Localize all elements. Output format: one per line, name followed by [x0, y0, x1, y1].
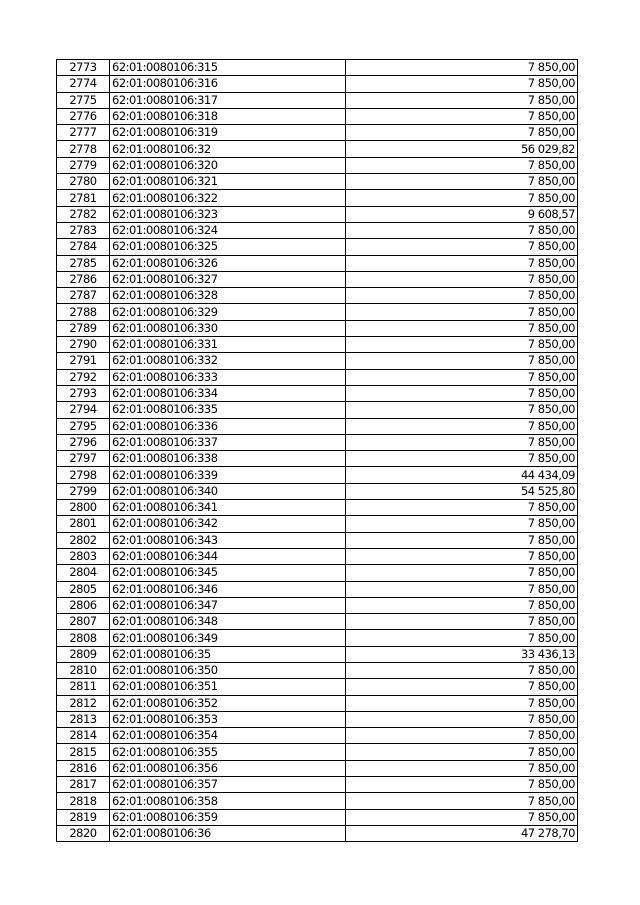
- cadastral-value: 7 850,00: [346, 271, 578, 287]
- cadastral-number: 62:01:0080106:323: [110, 206, 346, 222]
- cadastral-value: 7 850,00: [346, 760, 578, 776]
- row-number: 2818: [57, 793, 110, 809]
- table-row: [57, 76, 578, 92]
- cadastral-value: 33 436,13: [346, 646, 578, 662]
- table-row: [57, 581, 578, 597]
- table-row: [57, 141, 578, 157]
- cadastral-value: 7 850,00: [346, 125, 578, 141]
- cadastral-number: 62:01:0080106:340: [110, 483, 346, 499]
- row-number: 2820: [57, 825, 110, 841]
- table-row: [57, 157, 578, 173]
- cadastral-value: 7 850,00: [346, 385, 578, 401]
- cadastral-number: 62:01:0080106:35: [110, 646, 346, 662]
- row-number: 2802: [57, 532, 110, 548]
- table-row: [57, 711, 578, 727]
- row-number: 2795: [57, 418, 110, 434]
- cadastral-value: 7 850,00: [346, 304, 578, 320]
- table-row: [57, 744, 578, 760]
- table-row: [57, 60, 578, 76]
- table-row: [57, 760, 578, 776]
- row-number: 2814: [57, 728, 110, 744]
- row-number: 2815: [57, 744, 110, 760]
- cadastral-number: 62:01:0080106:338: [110, 451, 346, 467]
- row-number: 2792: [57, 369, 110, 385]
- row-number: 2784: [57, 239, 110, 255]
- cadastral-value: 7 850,00: [346, 418, 578, 434]
- cadastral-value: 7 850,00: [346, 614, 578, 630]
- cadastral-value: 7 850,00: [346, 369, 578, 385]
- cadastral-number: 62:01:0080106:316: [110, 76, 346, 92]
- cadastral-value: 7 850,00: [346, 190, 578, 206]
- cadastral-number: 62:01:0080106:342: [110, 516, 346, 532]
- cadastral-number: 62:01:0080106:339: [110, 467, 346, 483]
- cadastral-value: 7 850,00: [346, 451, 578, 467]
- cadastral-value: 54 525,80: [346, 483, 578, 499]
- row-number: 2794: [57, 402, 110, 418]
- table-row: [57, 190, 578, 206]
- row-number: 2785: [57, 255, 110, 271]
- cadastral-number: 62:01:0080106:330: [110, 320, 346, 336]
- table-row: [57, 92, 578, 108]
- row-number: 2798: [57, 467, 110, 483]
- row-number: 2775: [57, 92, 110, 108]
- cadastral-value: 7 850,00: [346, 793, 578, 809]
- table-row: [57, 385, 578, 401]
- cadastral-value: 7 850,00: [346, 288, 578, 304]
- table-row: [57, 516, 578, 532]
- cadastral-number: 62:01:0080106:356: [110, 760, 346, 776]
- table-row: [57, 174, 578, 190]
- cadastral-value: 7 850,00: [346, 744, 578, 760]
- table-row: [57, 402, 578, 418]
- row-number: 2807: [57, 614, 110, 630]
- table-row: [57, 597, 578, 613]
- row-number: 2801: [57, 516, 110, 532]
- cadastral-number: 62:01:0080106:337: [110, 434, 346, 450]
- table-row: [57, 614, 578, 630]
- table-row: [57, 646, 578, 662]
- cadastral-value: 7 850,00: [346, 565, 578, 581]
- row-number: 2783: [57, 222, 110, 238]
- cadastral-number: 62:01:0080106:353: [110, 711, 346, 727]
- table-row: [57, 255, 578, 271]
- cadastral-number: 62:01:0080106:332: [110, 353, 346, 369]
- row-number: 2787: [57, 288, 110, 304]
- cadastral-value: 7 850,00: [346, 402, 578, 418]
- cadastral-value: 7 850,00: [346, 809, 578, 825]
- table-row: [57, 125, 578, 141]
- cadastral-number: 62:01:0080106:349: [110, 630, 346, 646]
- table-row: [57, 809, 578, 825]
- row-number: 2777: [57, 125, 110, 141]
- table-row: [57, 565, 578, 581]
- table-row: [57, 679, 578, 695]
- row-number: 2776: [57, 108, 110, 124]
- row-number: 2809: [57, 646, 110, 662]
- cadastral-number: 62:01:0080106:326: [110, 255, 346, 271]
- cadastral-value: 7 850,00: [346, 174, 578, 190]
- row-number: 2790: [57, 337, 110, 353]
- cadastral-value: 7 850,00: [346, 320, 578, 336]
- cadastral-value: 7 850,00: [346, 597, 578, 613]
- table-row: [57, 206, 578, 222]
- row-number: 2773: [57, 60, 110, 76]
- cadastral-value: 7 850,00: [346, 239, 578, 255]
- row-number: 2803: [57, 548, 110, 564]
- table-row: [57, 353, 578, 369]
- row-number: 2810: [57, 662, 110, 678]
- row-number: 2813: [57, 711, 110, 727]
- cadastral-number: 62:01:0080106:355: [110, 744, 346, 760]
- table-row: [57, 532, 578, 548]
- cadastral-number: 62:01:0080106:325: [110, 239, 346, 255]
- row-number: 2789: [57, 320, 110, 336]
- cadastral-number: 62:01:0080106:341: [110, 500, 346, 516]
- cadastral-value: 7 850,00: [346, 777, 578, 793]
- cadastral-number: 62:01:0080106:334: [110, 385, 346, 401]
- cadastral-number: 62:01:0080106:317: [110, 92, 346, 108]
- cadastral-value: 7 850,00: [346, 76, 578, 92]
- cadastral-value: 7 850,00: [346, 157, 578, 173]
- table-row: [57, 271, 578, 287]
- cadastral-value: 7 850,00: [346, 516, 578, 532]
- cadastral-number: 62:01:0080106:346: [110, 581, 346, 597]
- row-number: 2782: [57, 206, 110, 222]
- table-row: [57, 467, 578, 483]
- cadastral-number: 62:01:0080106:324: [110, 222, 346, 238]
- row-number: 2811: [57, 679, 110, 695]
- table-row: [57, 337, 578, 353]
- table-row: [57, 108, 578, 124]
- cadastral-number: 62:01:0080106:327: [110, 271, 346, 287]
- row-number: 2817: [57, 777, 110, 793]
- cadastral-number: 62:01:0080106:347: [110, 597, 346, 613]
- cadastral-number: 62:01:0080106:333: [110, 369, 346, 385]
- cadastral-value: 44 434,09: [346, 467, 578, 483]
- table-row: [57, 777, 578, 793]
- row-number: 2779: [57, 157, 110, 173]
- row-number: 2778: [57, 141, 110, 157]
- cadastral-number: 62:01:0080106:348: [110, 614, 346, 630]
- table-row: [57, 434, 578, 450]
- cadastral-number: 62:01:0080106:328: [110, 288, 346, 304]
- table-row: [57, 288, 578, 304]
- cadastral-value: 47 278,70: [346, 825, 578, 841]
- row-number: 2780: [57, 174, 110, 190]
- cadastral-number: 62:01:0080106:331: [110, 337, 346, 353]
- cadastral-number: 62:01:0080106:345: [110, 565, 346, 581]
- cadastral-number: 62:01:0080106:36: [110, 825, 346, 841]
- cadastral-number: 62:01:0080106:320: [110, 157, 346, 173]
- table-row: [57, 825, 578, 841]
- row-number: 2808: [57, 630, 110, 646]
- cadastral-value: 7 850,00: [346, 353, 578, 369]
- cadastral-number: 62:01:0080106:352: [110, 695, 346, 711]
- cadastral-number: 62:01:0080106:351: [110, 679, 346, 695]
- table-row: [57, 662, 578, 678]
- cadastral-number: 62:01:0080106:335: [110, 402, 346, 418]
- row-number: 2791: [57, 353, 110, 369]
- row-number: 2806: [57, 597, 110, 613]
- cadastral-number: 62:01:0080106:359: [110, 809, 346, 825]
- table-row: [57, 500, 578, 516]
- table-row: [57, 222, 578, 238]
- row-number: 2800: [57, 500, 110, 516]
- table-row: [57, 728, 578, 744]
- row-number: 2816: [57, 760, 110, 776]
- table-row: [57, 695, 578, 711]
- table-row: [57, 418, 578, 434]
- cadastral-value: 7 850,00: [346, 630, 578, 646]
- cadastral-value: 7 850,00: [346, 60, 578, 76]
- table-row: [57, 548, 578, 564]
- row-number: 2774: [57, 76, 110, 92]
- cadastral-value: 7 850,00: [346, 662, 578, 678]
- row-number: 2819: [57, 809, 110, 825]
- cadastral-value: 9 608,57: [346, 206, 578, 222]
- cadastral-number: 62:01:0080106:357: [110, 777, 346, 793]
- row-number: 2796: [57, 434, 110, 450]
- cadastral-number: 62:01:0080106:319: [110, 125, 346, 141]
- row-number: 2805: [57, 581, 110, 597]
- cadastral-number: 62:01:0080106:354: [110, 728, 346, 744]
- cadastral-number: 62:01:0080106:350: [110, 662, 346, 678]
- table-row: [57, 630, 578, 646]
- cadastral-number: 62:01:0080106:32: [110, 141, 346, 157]
- cadastral-value: 7 850,00: [346, 500, 578, 516]
- cadastral-number: 62:01:0080106:318: [110, 108, 346, 124]
- cadastral-number: 62:01:0080106:336: [110, 418, 346, 434]
- cadastral-value: 7 850,00: [346, 695, 578, 711]
- cadastral-number: 62:01:0080106:315: [110, 60, 346, 76]
- cadastral-number: 62:01:0080106:358: [110, 793, 346, 809]
- cadastral-value: 7 850,00: [346, 728, 578, 744]
- table-body: [57, 60, 578, 842]
- cadastral-number: 62:01:0080106:343: [110, 532, 346, 548]
- cadastral-value: 7 850,00: [346, 108, 578, 124]
- cadastral-number: 62:01:0080106:329: [110, 304, 346, 320]
- cadastral-value: 7 850,00: [346, 581, 578, 597]
- table-row: [57, 239, 578, 255]
- table-row: [57, 369, 578, 385]
- table-row: [57, 793, 578, 809]
- cadastral-value: 7 850,00: [346, 222, 578, 238]
- cadastral-value-table: [56, 59, 578, 842]
- row-number: 2797: [57, 451, 110, 467]
- row-number: 2812: [57, 695, 110, 711]
- cadastral-number: 62:01:0080106:322: [110, 190, 346, 206]
- cadastral-value: 7 850,00: [346, 337, 578, 353]
- cadastral-value: 7 850,00: [346, 548, 578, 564]
- row-number: 2788: [57, 304, 110, 320]
- cadastral-value: 56 029,82: [346, 141, 578, 157]
- cadastral-value: 7 850,00: [346, 532, 578, 548]
- row-number: 2804: [57, 565, 110, 581]
- cadastral-value: 7 850,00: [346, 92, 578, 108]
- row-number: 2799: [57, 483, 110, 499]
- table-row: [57, 451, 578, 467]
- cadastral-number: 62:01:0080106:344: [110, 548, 346, 564]
- cadastral-value: 7 850,00: [346, 679, 578, 695]
- row-number: 2786: [57, 271, 110, 287]
- row-number: 2793: [57, 385, 110, 401]
- row-number: 2781: [57, 190, 110, 206]
- cadastral-value: 7 850,00: [346, 711, 578, 727]
- table-row: [57, 320, 578, 336]
- cadastral-value: 7 850,00: [346, 255, 578, 271]
- cadastral-number: 62:01:0080106:321: [110, 174, 346, 190]
- table-row: [57, 304, 578, 320]
- table-row: [57, 483, 578, 499]
- cadastral-value: 7 850,00: [346, 434, 578, 450]
